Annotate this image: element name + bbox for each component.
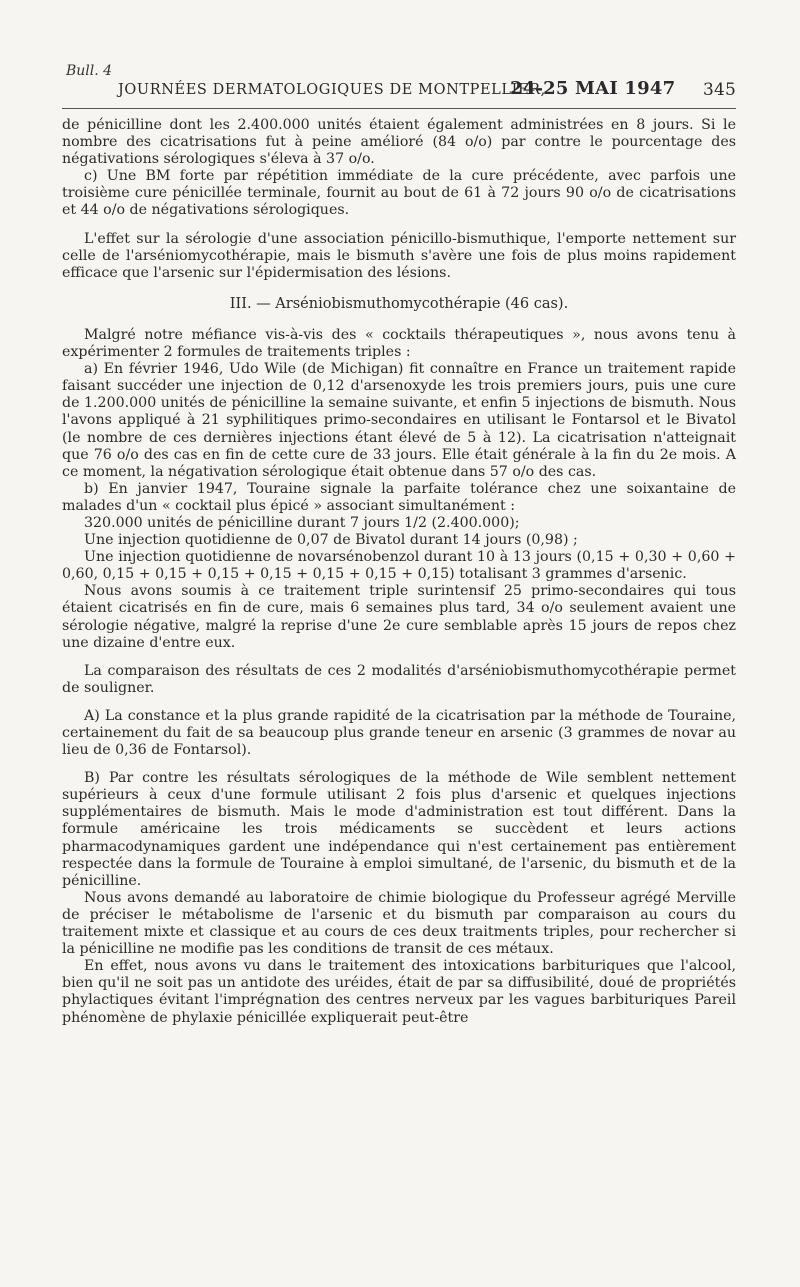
paragraph: Une injection quotidienne de novarsénobenzol durant 10 à 13 jours (0,15 + 0,30 + 0,60 + 0,60, 0,15 + 0,15 + 0,15 + 0,15 + 0,15 + 0,15 + 0,15) totalisant 3 grammes d'arsenic. — [62, 549, 736, 583]
paragraph: L'effet sur la sérologie d'une association pénicillo-bismuthique, l'emporte nettement sur celle de l'arséniomycothérapie, mais le bismuth s'avère une fois de plus moins rapidement efficace que l'arsenic sur l'épidermisation des lésions. — [62, 230, 736, 281]
page-body — [62, 117, 736, 1027]
paragraph: b) En janvier 1947, Touraine signale la parfaite tolérance chez une soixantaine de malades d'un « cocktail plus épicé » associant simultanément : — [62, 480, 736, 514]
header-rule — [62, 108, 736, 109]
paragraph: En effet, nous avons vu dans le traitement des intoxications barbituriques que l'alcool, bien qu'il ne soit pas un antidote des uréides, était de par sa diffusibilité, doué de propriétés phylactiques évitant l'imprégnation des centres nerveux par les vagues barbituriques Pareil phénomène de phylaxie pénicillée expliquerait peut-être — [62, 958, 736, 1026]
paragraph: de pénicilline dont les 2.400.000 unités étaient également administrées en 8 jours. Si le nombre des cicatrisations fut à peine amélioré (84 o/o) par contre le pourcentage des négativations sérologiques s'éleva à 37 o/o. — [62, 117, 736, 168]
paragraph: A) La constance et la plus grande rapidité de la cicatrisation par la méthode de Touraine, certainement du fait de sa beaucoup plus grande teneur en arsenic (3 grammes de novar au lieu de 0,36 de Fontarsol). — [62, 707, 736, 759]
paragraph: 320.000 unités de pénicilline durant 7 jours 1/2 (2.400.000); — [84, 514, 520, 531]
paragraph: B) Par contre les résultats sérologiques de la méthode de Wile semblent nettement supérieurs à ceux d'une formule utilisant 2 fois plus d'arsenic et quelques injections supplémentaires de bismuth. Mais le mode d'administration est tout différent. Dans la formule américaine les trois médicaments se succèdent et leurs actions pharmacodynamiques gardent une indépendance qui n'est certainement pas entièrement respectée dans la formule de Touraine à emploi simultané, de l'arsenic, du bismuth et de la pénicilline. — [62, 770, 736, 889]
running-header — [118, 78, 736, 102]
paragraph: Une injection quotidienne de 0,07 de Bivatol durant 14 jours (0,98) ; — [84, 532, 578, 549]
paragraph: a) En février 1946, Udo Wile (de Michigan) fit connaître en France un traitement rapide faisant succéder une injection de 0,12 d'arsenoxyde les trois premiers jours, puis une cure de 1.200.000 unités de pénicilline la semaine suivante, et enfin 5 injections de bismuth. Nous l'avons appliqué à 21 syphilitiques primo-secondaires en utilisant le Fontarsol et le Bivatol (le nombre de ces dernières injections étant élevé de 5 à 12). La cicatrisation n'atteignait que 76 o/o des cas en fin de cette cure de 33 jours. Elle était générale à la fin du 2e mois. A ce moment, la négativation sérologique était obtenue dans 57 o/o des cas. — [62, 361, 736, 480]
paragraph: Nous avons demandé au laboratoire de chimie biologique du Professeur agrégé Merville de préciser le métabolisme de l'arsenic et du bismuth par comparaison au cours du traitement mixte et classique et au cours de ces deux traitments triples, pour rechercher si la pénicilline ne modifie pas les conditions de transit de ces métaux. — [62, 889, 736, 958]
page-number: 345 — [702, 80, 736, 100]
section-heading: III. — Arséniobismuthomycothérapie (46 cas). — [229, 295, 569, 312]
journal-label: Bull. 4 — [66, 63, 113, 79]
conference-date: 24-25 MAI 1947 — [510, 78, 676, 99]
conference-title: JOURNÉES DERMATOLOGIQUES DE MONTPELLIER, — [118, 82, 546, 98]
paragraph: Malgré notre méfiance vis-à-vis des « cocktails thérapeutiques », nous avons tenu à expérimenter 2 formules de traitements triples : — [62, 326, 736, 361]
paragraph: La comparaison des résultats de ces 2 modalités d'arséniobismuthomycothérapie permet de souligner. — [62, 662, 736, 696]
paragraph: c) Une BM forte par répétition immédiate de la cure précédente, avec parfois une troisième cure pénicillée terminale, fournit au bout de 61 à 72 jours 90 o/o de cicatrisations et 44 o/o de négativations sérologiques. — [62, 168, 736, 219]
paragraph: Nous avons soumis à ce traitement triple surintensif 25 primo-secondaires qui tous étaient cicatrisés en fin de cure, mais 6 semaines plus tard, 34 o/o seulement avaient une sérologie négative, malgré la reprise d'une 2e cure semblable après 15 jours de repos chez une dizaine d'entre eux. — [62, 583, 736, 651]
